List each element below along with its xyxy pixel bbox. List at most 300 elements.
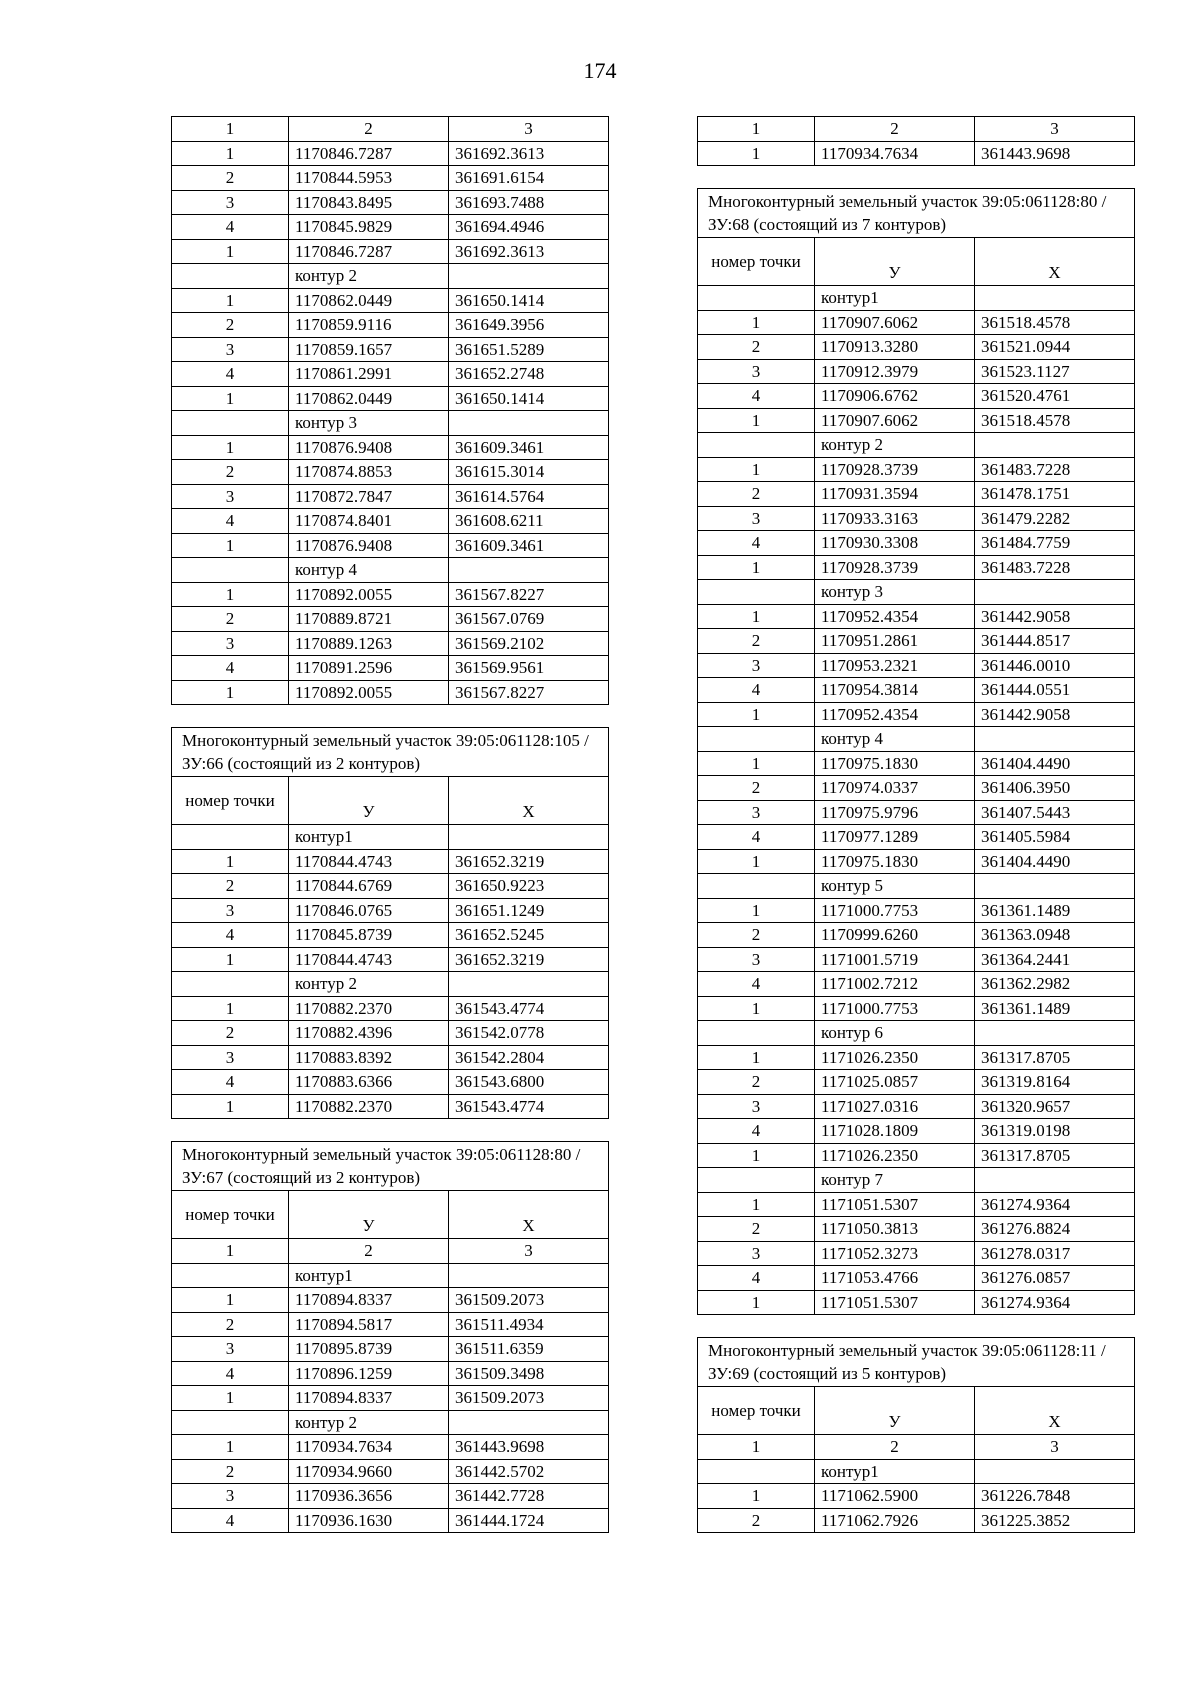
point-number-cell: 3 bbox=[172, 337, 289, 362]
y-coordinate-cell: 1171050.3813 bbox=[815, 1217, 975, 1242]
contour-row bbox=[172, 1263, 609, 1288]
y-coordinate-cell: 1171062.7926 bbox=[815, 1508, 975, 1533]
header-cell: У bbox=[289, 777, 449, 825]
header-cell: номер точки bbox=[172, 777, 289, 825]
table-row bbox=[172, 288, 609, 313]
header-cell: Х bbox=[975, 238, 1135, 286]
x-coordinate-cell: 361651.1249 bbox=[449, 898, 609, 923]
y-coordinate-cell: 1170906.6762 bbox=[815, 384, 975, 409]
coordinates-table bbox=[697, 188, 1135, 1315]
point-number-cell: 4 bbox=[698, 972, 815, 997]
table-gap bbox=[697, 1315, 1134, 1337]
table-row bbox=[172, 1094, 609, 1119]
y-coordinate-cell: 1170889.1263 bbox=[289, 631, 449, 656]
x-coordinate-cell: 361478.1751 bbox=[975, 482, 1135, 507]
point-number-cell: 1 bbox=[698, 751, 815, 776]
y-coordinate-cell: 1170892.0055 bbox=[289, 680, 449, 705]
y-coordinate-cell: 1170894.8337 bbox=[289, 1386, 449, 1411]
x-coordinate-cell: 361543.4774 bbox=[449, 1094, 609, 1119]
y-coordinate-cell: 1170844.6769 bbox=[289, 874, 449, 899]
contour-label: контур 3 bbox=[289, 411, 449, 436]
table-title-row bbox=[172, 1142, 609, 1191]
table-row bbox=[698, 1094, 1135, 1119]
table-row bbox=[698, 1192, 1135, 1217]
contour-label: контур 2 bbox=[289, 1410, 449, 1435]
point-number-cell: 3 bbox=[172, 1337, 289, 1362]
x-coordinate-cell: 361407.5443 bbox=[975, 800, 1135, 825]
x-coordinate-cell: 361319.8164 bbox=[975, 1070, 1135, 1095]
x-coordinate-cell: 361615.3014 bbox=[449, 460, 609, 485]
point-number-cell: 2 bbox=[172, 166, 289, 191]
y-coordinate-cell: 1170951.2861 bbox=[815, 629, 975, 654]
x-coordinate-cell: 361278.0317 bbox=[975, 1241, 1135, 1266]
x-coordinate-cell: 361404.4490 bbox=[975, 849, 1135, 874]
x-coordinate-cell: 361694.4946 bbox=[449, 215, 609, 240]
table-row bbox=[698, 1484, 1135, 1509]
point-number-cell: 4 bbox=[698, 678, 815, 703]
x-coordinate-cell: 361509.3498 bbox=[449, 1361, 609, 1386]
y-coordinate-cell: 1170975.1830 bbox=[815, 751, 975, 776]
x-coordinate-cell: 361484.7759 bbox=[975, 531, 1135, 556]
x-coordinate-cell: 361569.9561 bbox=[449, 656, 609, 681]
point-number-cell bbox=[698, 727, 815, 752]
y-coordinate-cell: 1171026.2350 bbox=[815, 1143, 975, 1168]
header-cell: Х bbox=[449, 1191, 609, 1239]
point-number-cell: 3 bbox=[172, 190, 289, 215]
y-coordinate-cell: 1170931.3594 bbox=[815, 482, 975, 507]
y-coordinate-cell: 1170846.7287 bbox=[289, 239, 449, 264]
y-coordinate-cell: 1170975.1830 bbox=[815, 849, 975, 874]
x-coordinate-cell: 361405.5984 bbox=[975, 825, 1135, 850]
point-number-cell: 1 bbox=[698, 1192, 815, 1217]
point-number-cell: 1 bbox=[698, 702, 815, 727]
x-coordinate-cell: 361650.9223 bbox=[449, 874, 609, 899]
table-row bbox=[698, 1143, 1135, 1168]
table-row bbox=[172, 1288, 609, 1313]
x-coordinate-cell: 361521.0944 bbox=[975, 335, 1135, 360]
y-coordinate-cell: 1170974.0337 bbox=[815, 776, 975, 801]
y-coordinate-cell: 1170845.9829 bbox=[289, 215, 449, 240]
y-coordinate-cell: 1170894.8337 bbox=[289, 1288, 449, 1313]
table-row bbox=[698, 653, 1135, 678]
contour-label: контур 3 bbox=[815, 580, 975, 605]
x-coordinate-cell: 361444.0551 bbox=[975, 678, 1135, 703]
table-row bbox=[698, 1045, 1135, 1070]
x-coordinate-cell: 361692.3613 bbox=[449, 141, 609, 166]
point-number-cell: 1 bbox=[698, 604, 815, 629]
x-coordinate-cell: 361509.2073 bbox=[449, 1386, 609, 1411]
y-coordinate-cell: 1170975.9796 bbox=[815, 800, 975, 825]
point-number-cell: 1 bbox=[172, 288, 289, 313]
x-coordinate-cell: 361317.8705 bbox=[975, 1143, 1135, 1168]
table-row bbox=[172, 947, 609, 972]
header-cell: 2 bbox=[289, 117, 449, 142]
point-number-cell: 4 bbox=[172, 215, 289, 240]
x-coordinate-cell: 361518.4578 bbox=[975, 408, 1135, 433]
table-title: Многоконтурный земельный участок 39:05:061128:80 /ЗУ:67 (состоящий из 2 контуров) bbox=[172, 1142, 609, 1191]
y-coordinate-cell: 1170859.9116 bbox=[289, 313, 449, 338]
y-coordinate-cell: 1170892.0055 bbox=[289, 582, 449, 607]
y-coordinate-cell: 1170889.8721 bbox=[289, 607, 449, 632]
table-row bbox=[172, 1312, 609, 1337]
table-row bbox=[172, 1045, 609, 1070]
table-row bbox=[698, 408, 1135, 433]
table-row bbox=[172, 1484, 609, 1509]
point-number-cell: 2 bbox=[698, 1070, 815, 1095]
x-coordinate-cell: 361518.4578 bbox=[975, 310, 1135, 335]
point-number-cell: 1 bbox=[172, 996, 289, 1021]
point-number-cell: 2 bbox=[698, 776, 815, 801]
table-row bbox=[698, 898, 1135, 923]
point-number-cell: 3 bbox=[698, 653, 815, 678]
page-number: 174 bbox=[583, 58, 617, 83]
point-number-cell: 1 bbox=[698, 1435, 815, 1460]
table-row bbox=[698, 751, 1135, 776]
table-row bbox=[698, 1217, 1135, 1242]
x-coordinate-cell: 361614.5764 bbox=[449, 484, 609, 509]
y-coordinate-cell: 1170952.4354 bbox=[815, 604, 975, 629]
point-number-cell bbox=[698, 433, 815, 458]
x-coordinate-cell bbox=[449, 1410, 609, 1435]
y-coordinate-cell: 1170843.8495 bbox=[289, 190, 449, 215]
point-number-cell: 4 bbox=[698, 384, 815, 409]
table-row bbox=[172, 509, 609, 534]
y-coordinate-cell: 1170933.3163 bbox=[815, 506, 975, 531]
point-number-cell: 3 bbox=[698, 800, 815, 825]
table-row bbox=[172, 898, 609, 923]
x-coordinate-cell: 361444.8517 bbox=[975, 629, 1135, 654]
x-coordinate-cell bbox=[449, 972, 609, 997]
table-title-row bbox=[172, 728, 609, 777]
table-row bbox=[698, 1266, 1135, 1291]
x-coordinate-cell: 361567.8227 bbox=[449, 680, 609, 705]
point-number-cell bbox=[698, 874, 815, 899]
x-coordinate-cell: 361226.7848 bbox=[975, 1484, 1135, 1509]
y-coordinate-cell: 1170861.2991 bbox=[289, 362, 449, 387]
point-number-cell bbox=[172, 411, 289, 436]
point-number-cell: 1 bbox=[698, 996, 815, 1021]
table-title: Многоконтурный земельный участок 39:05:061128:105 /ЗУ:66 (состоящий из 2 контуров) bbox=[172, 728, 609, 777]
y-coordinate-cell: 1171025.0857 bbox=[815, 1070, 975, 1095]
contour-label: контур 2 bbox=[815, 433, 975, 458]
table-header-row bbox=[172, 777, 609, 825]
contour-label: контур 2 bbox=[289, 972, 449, 997]
point-number-cell: 3 bbox=[172, 631, 289, 656]
point-number-cell: 4 bbox=[698, 1119, 815, 1144]
table-row bbox=[698, 849, 1135, 874]
x-coordinate-cell: 361693.7488 bbox=[449, 190, 609, 215]
x-coordinate-cell: 361567.8227 bbox=[449, 582, 609, 607]
table-row bbox=[172, 141, 609, 166]
table-row bbox=[698, 923, 1135, 948]
point-number-cell: 3 bbox=[172, 484, 289, 509]
table-row bbox=[172, 656, 609, 681]
y-coordinate-cell: 1170874.8853 bbox=[289, 460, 449, 485]
contour-label: контур 4 bbox=[289, 558, 449, 583]
coordinates-table bbox=[171, 727, 609, 1119]
y-coordinate-cell: 1170928.3739 bbox=[815, 555, 975, 580]
coordinates-table bbox=[697, 116, 1135, 166]
point-number-cell: 4 bbox=[172, 1070, 289, 1095]
contour-label: контур 6 bbox=[815, 1021, 975, 1046]
contour-row bbox=[698, 1459, 1135, 1484]
x-coordinate-cell: 361274.9364 bbox=[975, 1290, 1135, 1315]
x-coordinate-cell: 361225.3852 bbox=[975, 1508, 1135, 1533]
point-number-cell: 1 bbox=[698, 849, 815, 874]
y-coordinate-cell: 1170953.2321 bbox=[815, 653, 975, 678]
point-number-cell bbox=[172, 1410, 289, 1435]
x-coordinate-cell: 361317.8705 bbox=[975, 1045, 1135, 1070]
table-row bbox=[172, 166, 609, 191]
y-coordinate-cell: 1170844.5953 bbox=[289, 166, 449, 191]
table-row bbox=[698, 482, 1135, 507]
point-number-cell: 2 bbox=[698, 482, 815, 507]
table-row bbox=[172, 215, 609, 240]
x-coordinate-cell: 361361.1489 bbox=[975, 898, 1135, 923]
contour-row bbox=[698, 433, 1135, 458]
contour-row bbox=[698, 874, 1135, 899]
x-coordinate-cell bbox=[975, 580, 1135, 605]
contour-row bbox=[172, 825, 609, 850]
point-number-cell: 1 bbox=[172, 1094, 289, 1119]
table-row bbox=[172, 1508, 609, 1533]
table-row bbox=[698, 555, 1135, 580]
y-coordinate-cell: 1171002.7212 bbox=[815, 972, 975, 997]
y-coordinate-cell: 1170930.3308 bbox=[815, 531, 975, 556]
table-row bbox=[698, 1290, 1135, 1315]
y-coordinate-cell: 1170936.3656 bbox=[289, 1484, 449, 1509]
x-coordinate-cell: 361320.9657 bbox=[975, 1094, 1135, 1119]
x-coordinate-cell bbox=[975, 874, 1135, 899]
point-number-cell: 2 bbox=[172, 313, 289, 338]
point-number-cell: 2 bbox=[698, 335, 815, 360]
point-number-cell: 1 bbox=[172, 680, 289, 705]
table-row bbox=[698, 457, 1135, 482]
table-row bbox=[698, 335, 1135, 360]
contour-row bbox=[172, 972, 609, 997]
point-number-cell: 1 bbox=[698, 1484, 815, 1509]
table-row bbox=[698, 1119, 1135, 1144]
point-number-cell: 2 bbox=[698, 923, 815, 948]
x-coordinate-cell: 361364.2441 bbox=[975, 947, 1135, 972]
contour-label: контур 4 bbox=[815, 727, 975, 752]
y-coordinate-cell: 1170862.0449 bbox=[289, 386, 449, 411]
point-number-cell: 1 bbox=[172, 386, 289, 411]
contour-label: контур 2 bbox=[289, 264, 449, 289]
x-coordinate-cell: 361361.1489 bbox=[975, 996, 1135, 1021]
y-coordinate-cell: 1171000.7753 bbox=[815, 898, 975, 923]
y-coordinate-cell: 1170894.5817 bbox=[289, 1312, 449, 1337]
table-row bbox=[172, 996, 609, 1021]
point-number-cell: 1 bbox=[172, 239, 289, 264]
coordinates-table bbox=[171, 116, 609, 705]
table-row bbox=[698, 310, 1135, 335]
y-coordinate-cell: 1170891.2596 bbox=[289, 656, 449, 681]
table-row bbox=[698, 678, 1135, 703]
table-row bbox=[698, 776, 1135, 801]
contour-row bbox=[172, 1410, 609, 1435]
table-row bbox=[698, 629, 1135, 654]
x-coordinate-cell: 361652.3219 bbox=[449, 947, 609, 972]
point-number-cell: 3 bbox=[698, 1241, 815, 1266]
y-coordinate-cell: 1170882.2370 bbox=[289, 996, 449, 1021]
x-coordinate-cell: 361363.0948 bbox=[975, 923, 1135, 948]
y-coordinate-cell: 1170934.7634 bbox=[815, 141, 975, 166]
table-row bbox=[172, 484, 609, 509]
x-coordinate-cell: 361511.6359 bbox=[449, 1337, 609, 1362]
table-row bbox=[698, 531, 1135, 556]
y-coordinate-cell: 1170896.1259 bbox=[289, 1361, 449, 1386]
contour-label: контур1 bbox=[815, 286, 975, 311]
table-row bbox=[172, 1070, 609, 1095]
header-cell: 3 bbox=[975, 117, 1135, 142]
table-row bbox=[172, 337, 609, 362]
x-coordinate-cell: 361276.0857 bbox=[975, 1266, 1135, 1291]
point-number-cell: 1 bbox=[698, 141, 815, 166]
x-coordinate-cell bbox=[975, 1021, 1135, 1046]
point-number-cell: 2 bbox=[172, 1312, 289, 1337]
x-coordinate-cell: 361609.3461 bbox=[449, 435, 609, 460]
y-coordinate-cell: 1171053.4766 bbox=[815, 1266, 975, 1291]
point-number-cell bbox=[698, 286, 815, 311]
x-coordinate-cell: 361274.9364 bbox=[975, 1192, 1135, 1217]
y-coordinate-cell: 1170934.7634 bbox=[289, 1435, 449, 1460]
x-coordinate-cell bbox=[449, 1263, 609, 1288]
point-number-cell bbox=[698, 1459, 815, 1484]
table-row bbox=[698, 947, 1135, 972]
table-row bbox=[172, 533, 609, 558]
header-cell: У bbox=[815, 238, 975, 286]
point-number-cell: 3 bbox=[172, 1484, 289, 1509]
point-number-cell: 2 bbox=[172, 874, 289, 899]
point-number-cell: 1 bbox=[172, 582, 289, 607]
table-row bbox=[172, 435, 609, 460]
y-coordinate-cell: 1170846.0765 bbox=[289, 898, 449, 923]
contour-row bbox=[698, 727, 1135, 752]
table-row bbox=[172, 631, 609, 656]
header-cell: Х bbox=[975, 1387, 1135, 1435]
point-number-cell bbox=[172, 825, 289, 850]
y-coordinate-cell: 1171028.1809 bbox=[815, 1119, 975, 1144]
x-coordinate-cell: 361608.6211 bbox=[449, 509, 609, 534]
y-coordinate-cell: 1170883.8392 bbox=[289, 1045, 449, 1070]
contour-label: контур 7 bbox=[815, 1168, 975, 1193]
table-gap bbox=[697, 166, 1134, 188]
table-row bbox=[172, 1337, 609, 1362]
point-number-cell: 1 bbox=[698, 898, 815, 923]
contour-row bbox=[172, 264, 609, 289]
x-coordinate-cell bbox=[449, 825, 609, 850]
y-coordinate-cell: 1170907.6062 bbox=[815, 408, 975, 433]
left-column bbox=[171, 116, 608, 1533]
point-number-cell: 1 bbox=[698, 457, 815, 482]
y-coordinate-cell: 1170844.4743 bbox=[289, 947, 449, 972]
header-cell: 1 bbox=[172, 117, 289, 142]
table-row bbox=[172, 1239, 609, 1264]
x-coordinate-cell bbox=[975, 727, 1135, 752]
header-cell: 2 bbox=[815, 117, 975, 142]
x-coordinate-cell: 361443.9698 bbox=[975, 141, 1135, 166]
x-coordinate-cell: 361650.1414 bbox=[449, 288, 609, 313]
table-row bbox=[172, 874, 609, 899]
x-coordinate-cell: 361650.1414 bbox=[449, 386, 609, 411]
point-number-cell: 1 bbox=[172, 141, 289, 166]
table-gap bbox=[171, 1119, 608, 1141]
x-coordinate-cell: 361543.6800 bbox=[449, 1070, 609, 1095]
table-row bbox=[172, 1361, 609, 1386]
coordinates-table bbox=[697, 1337, 1135, 1533]
x-coordinate-cell: 361276.8824 bbox=[975, 1217, 1135, 1242]
right-column bbox=[697, 116, 1134, 1533]
x-coordinate-cell: 361442.9058 bbox=[975, 702, 1135, 727]
point-number-cell: 1 bbox=[698, 555, 815, 580]
x-coordinate-cell: 3 bbox=[975, 1435, 1135, 1460]
x-coordinate-cell: 361652.5245 bbox=[449, 923, 609, 948]
point-number-cell: 2 bbox=[698, 629, 815, 654]
point-number-cell: 4 bbox=[698, 1266, 815, 1291]
table-row bbox=[172, 1459, 609, 1484]
x-coordinate-cell: 361543.4774 bbox=[449, 996, 609, 1021]
y-coordinate-cell: 1170934.9660 bbox=[289, 1459, 449, 1484]
y-coordinate-cell: 1171027.0316 bbox=[815, 1094, 975, 1119]
y-coordinate-cell: 1170977.1289 bbox=[815, 825, 975, 850]
x-coordinate-cell: 361649.3956 bbox=[449, 313, 609, 338]
x-coordinate-cell bbox=[975, 1459, 1135, 1484]
header-cell: Х bbox=[449, 777, 609, 825]
point-number-cell: 4 bbox=[172, 1361, 289, 1386]
table-header-row bbox=[698, 117, 1135, 142]
table-row bbox=[172, 849, 609, 874]
contour-row bbox=[698, 1168, 1135, 1193]
point-number-cell: 1 bbox=[172, 435, 289, 460]
y-coordinate-cell: 1170954.3814 bbox=[815, 678, 975, 703]
point-number-cell bbox=[698, 1168, 815, 1193]
y-coordinate-cell: 1170862.0449 bbox=[289, 288, 449, 313]
x-coordinate-cell: 361404.4490 bbox=[975, 751, 1135, 776]
point-number-cell: 3 bbox=[698, 1094, 815, 1119]
point-number-cell: 1 bbox=[698, 408, 815, 433]
contour-label: контур 5 bbox=[815, 874, 975, 899]
y-coordinate-cell: 1171052.3273 bbox=[815, 1241, 975, 1266]
y-coordinate-cell: 1170952.4354 bbox=[815, 702, 975, 727]
x-coordinate-cell bbox=[449, 558, 609, 583]
x-coordinate-cell bbox=[975, 433, 1135, 458]
x-coordinate-cell: 361567.0769 bbox=[449, 607, 609, 632]
point-number-cell: 2 bbox=[698, 1217, 815, 1242]
y-coordinate-cell: 1170913.3280 bbox=[815, 335, 975, 360]
point-number-cell: 3 bbox=[698, 359, 815, 384]
point-number-cell: 1 bbox=[698, 1290, 815, 1315]
y-coordinate-cell: 1171062.5900 bbox=[815, 1484, 975, 1509]
x-coordinate-cell: 361651.5289 bbox=[449, 337, 609, 362]
y-coordinate-cell: 1170874.8401 bbox=[289, 509, 449, 534]
table-row bbox=[172, 923, 609, 948]
point-number-cell bbox=[172, 972, 289, 997]
x-coordinate-cell: 361569.2102 bbox=[449, 631, 609, 656]
point-number-cell: 1 bbox=[172, 849, 289, 874]
table-row bbox=[172, 1435, 609, 1460]
point-number-cell: 1 bbox=[698, 310, 815, 335]
x-coordinate-cell: 361319.0198 bbox=[975, 1119, 1135, 1144]
contour-row bbox=[698, 1021, 1135, 1046]
y-coordinate-cell: 1170936.1630 bbox=[289, 1508, 449, 1533]
contour-row bbox=[698, 580, 1135, 605]
point-number-cell: 4 bbox=[172, 656, 289, 681]
table-row bbox=[698, 1435, 1135, 1460]
point-number-cell: 4 bbox=[172, 362, 289, 387]
table-row bbox=[172, 190, 609, 215]
point-number-cell: 4 bbox=[698, 825, 815, 850]
